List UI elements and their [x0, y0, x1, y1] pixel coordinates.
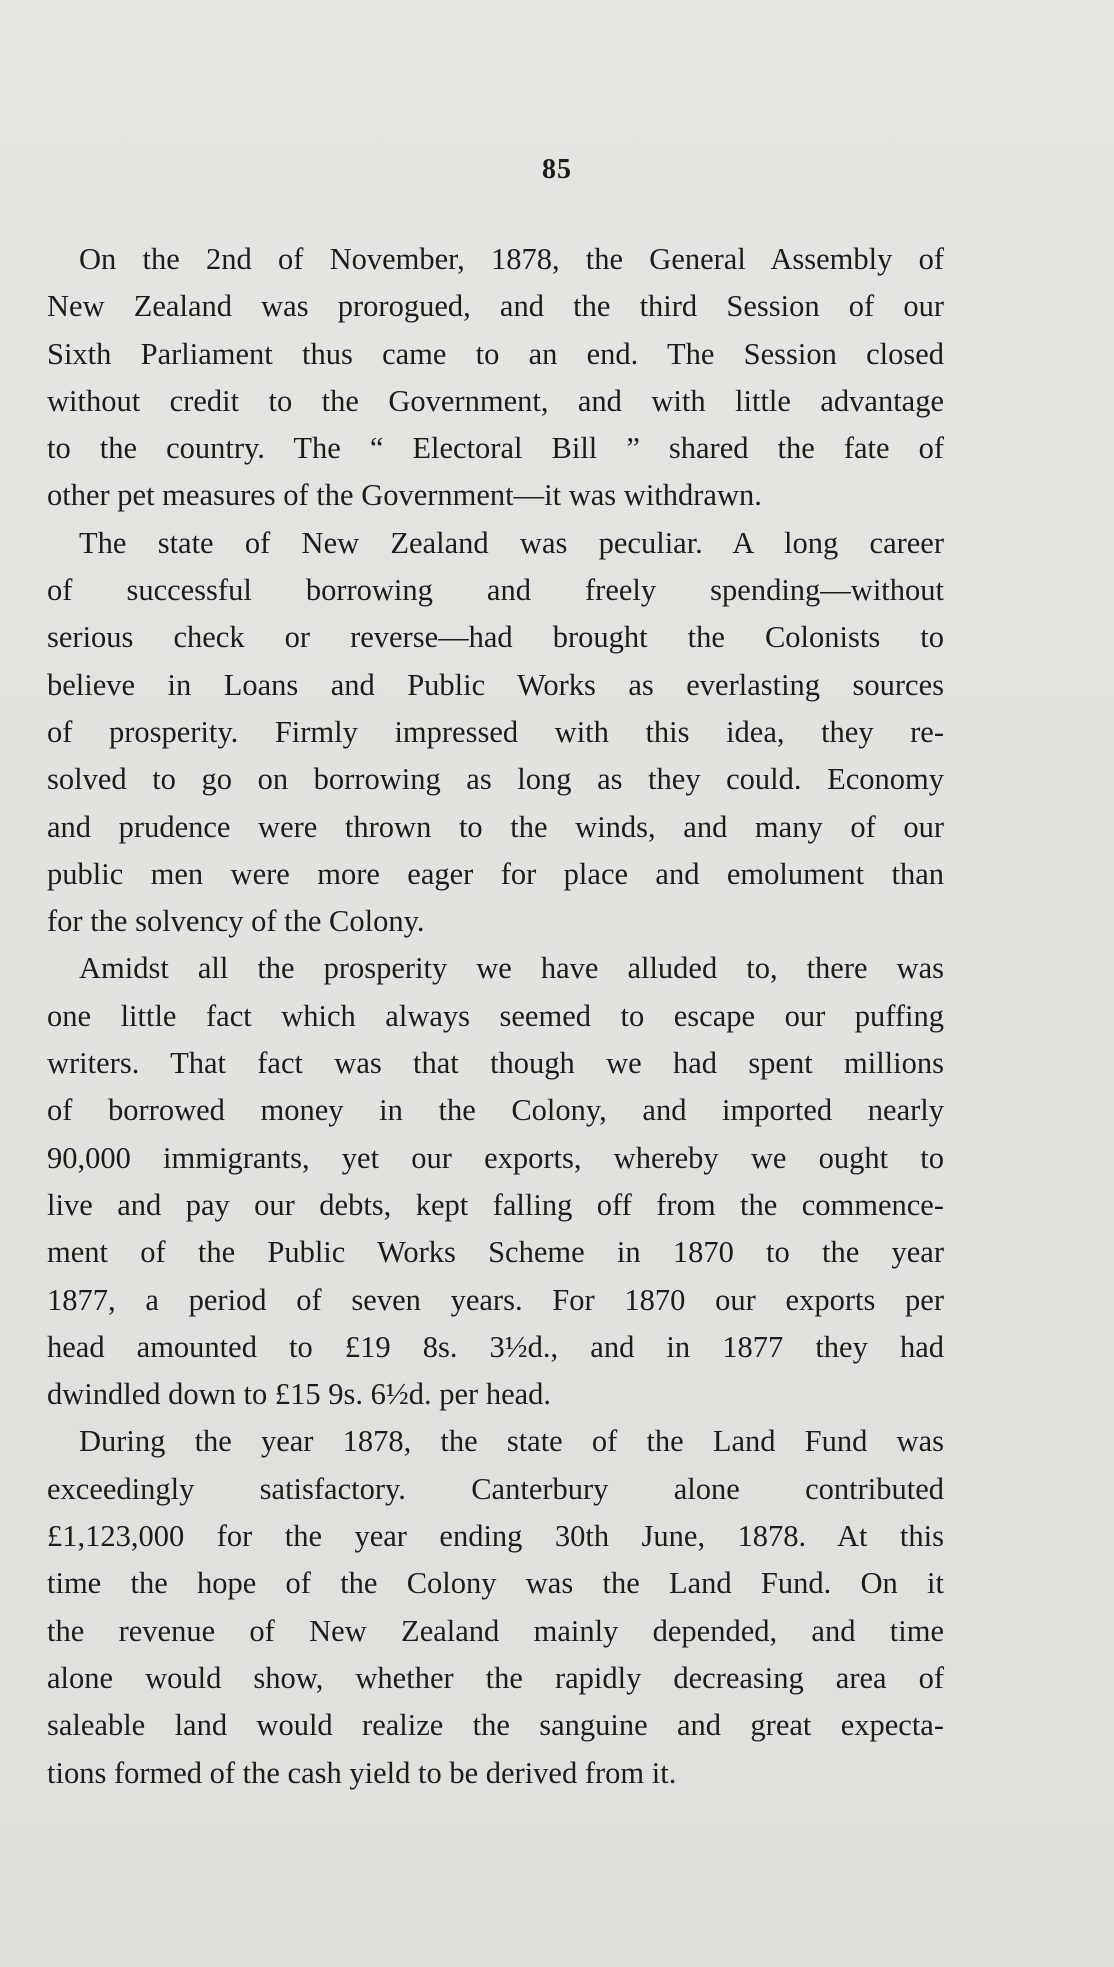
text-line: other pet measures of the Government—it was withdrawn.	[47, 478, 762, 513]
text-line: During the year 1878, the state of the Land Fund was	[79, 1424, 944, 1459]
text-line: 90,000 immigrants, yet our exports, whereby we ought to	[47, 1140, 944, 1175]
paragraph-1	[47, 236, 944, 520]
text-line: for the solvency of the Colony.	[47, 904, 425, 939]
page-number: 85	[542, 154, 572, 185]
text-line: and prudence were thrown to the winds, and many of our	[47, 809, 944, 844]
text-line: tions formed of the cash yield to be derived from it.	[47, 1755, 677, 1790]
text-line: dwindled down to £15 9s. 6½d. per head.	[47, 1377, 552, 1412]
text-line: writers. That fact was that though we had spent millions	[47, 1046, 944, 1081]
text-line: of borrowed money in the Colony, and imported nearly	[47, 1093, 944, 1128]
text-line: ment of the Public Works Scheme in 1870 to the year	[47, 1235, 944, 1270]
paragraph-2	[47, 520, 944, 946]
text-line: of successful borrowing and freely spending—without	[47, 573, 944, 608]
text-line: On the 2nd of November, 1878, the General Assembly of	[79, 242, 944, 276]
paragraph-3	[47, 945, 944, 1418]
text-line: believe in Loans and Public Works as everlasting sources	[47, 667, 944, 702]
text-line: live and pay our debts, kept falling off from the commence-	[47, 1187, 944, 1222]
body-text	[47, 236, 944, 1797]
text-line: to the country. The “ Electoral Bill ” shared the fate of	[47, 431, 944, 466]
text-line: without credit to the Government, and with little advantage	[47, 383, 944, 418]
text-line: 1877, a period of seven years. For 1870 our exports per	[47, 1282, 944, 1317]
text-line: time the hope of the Colony was the Land Fund. On it	[47, 1566, 944, 1601]
paragraph-4	[47, 1418, 944, 1796]
text-line: public men were more eager for place and emolument than	[47, 856, 944, 891]
text-line: the revenue of New Zealand mainly depended, and time	[47, 1613, 944, 1648]
text-line: Sixth Parliament thus came to an end. The Session closed	[47, 336, 944, 371]
text-line: one little fact which always seemed to escape our puffing	[47, 998, 944, 1033]
text-line: of prosperity. Firmly impressed with this idea, they re-	[47, 714, 944, 749]
text-line: Amidst all the prosperity we have alluded to, there was	[79, 951, 944, 986]
text-line: alone would show, whether the rapidly decreasing area of	[47, 1660, 944, 1695]
text-line: solved to go on borrowing as long as they could. Economy	[47, 762, 944, 797]
text-line: head amounted to £19 8s. 3½d., and in 1877 they had	[47, 1329, 944, 1364]
text-line: serious check or reverse—had brought the Colonists to	[47, 620, 944, 655]
text-line: The state of New Zealand was peculiar. A long career	[79, 525, 944, 560]
text-line: £1,123,000 for the year ending 30th June, 1878. At this	[47, 1519, 944, 1554]
text-line: exceedingly satisfactory. Canterbury alone contributed	[47, 1471, 944, 1506]
text-line: New Zealand was prorogued, and the third Session of our	[47, 289, 944, 324]
text-line: saleable land would realize the sanguine and great expecta-	[47, 1708, 944, 1743]
